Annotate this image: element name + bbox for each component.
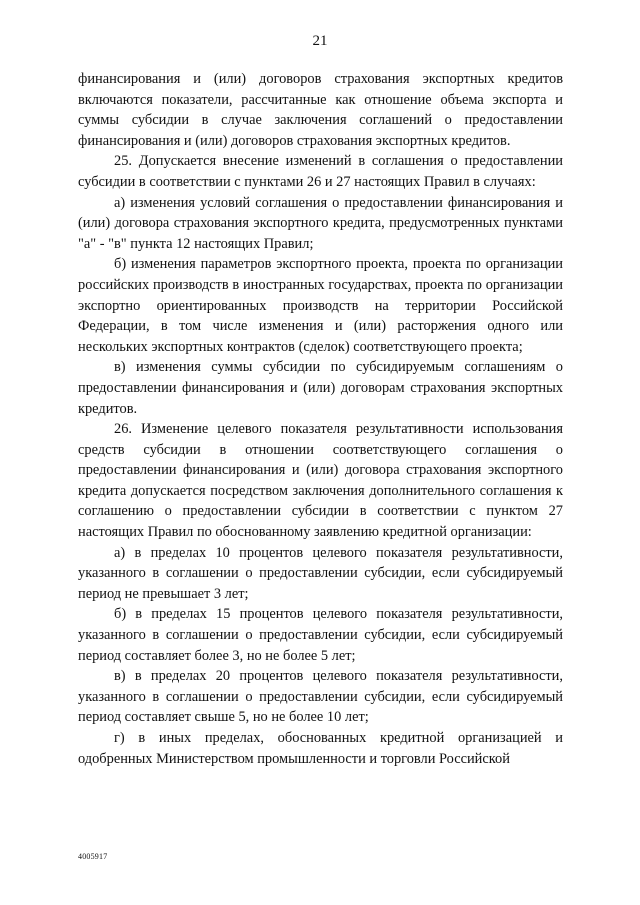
paragraph: 26. Изменение целевого показателя результативности использования средств субсидии в отношении соответствующего соглашения о предоставлении финансирования и (или) договора страхования экспортного кредита допускается посредством заключения дополнительного соглашения к соглашению о предоставлении субсидии в соответствии с пунктом 27 настоящих Правил по обоснованному заявлению кредитной организации: [78,421,563,541]
paragraph: б) в пределах 15 процентов целевого показателя результативности, указанного в соглашении о предоставлении субсидии, если субсидируемый период составляет более 3, но не более 5 лет; [78,606,563,664]
paragraph: а) изменения условий соглашения о предоставлении финансирования и (или) договора страхования экспортного кредита, предусмотренных пунктами "а" - "в" пункта 12 настоящих Правил; [78,194,563,252]
document-code: 4005917 [78,852,108,861]
paragraph: б) изменения параметров экспортного проекта, проекта по организации российских производств в иностранных государствах, проекта по организации экспортно ориентированных производств на территории Российской Федерации, в том числе изменения и (или) расторжения одного или нескольких экспортных контрактов (сделок) соответствующего проекта; [78,256,563,355]
paragraph: 25. Допускается внесение изменений в соглашения о предоставлении субсидии в соответствии с пунктами 26 и 27 настоящих Правил в случаях: [78,153,563,190]
paragraph: в) изменения суммы субсидии по субсидируемым соглашениям о предоставлении финансирования и (или) договорам страхования экспортных кредитов. [78,359,563,417]
paragraph: г) в иных пределах, обоснованных кредитной организацией и одобренных Министерством промышленности и торговли Российской [78,730,563,767]
paragraph: финансирования и (или) договоров страхования экспортных кредитов включаются показатели, рассчитанные как отношение объема экспорта и суммы субсидии в случае заключения соглашений о предоставлении финансирования и (или) договоров страхования экспортных кредитов. [78,71,563,149]
document-body [78,69,563,769]
paragraph: в) в пределах 20 процентов целевого показателя результативности, указанного в соглашении о предоставлении субсидии, если субсидируемый период составляет свыше 5, но не более 10 лет; [78,668,563,726]
paragraph: а) в пределах 10 процентов целевого показателя результативности, указанного в соглашении о предоставлении субсидии, если субсидируемый период не превышает 3 лет; [78,544,563,602]
page-number: 21 [312,33,328,49]
